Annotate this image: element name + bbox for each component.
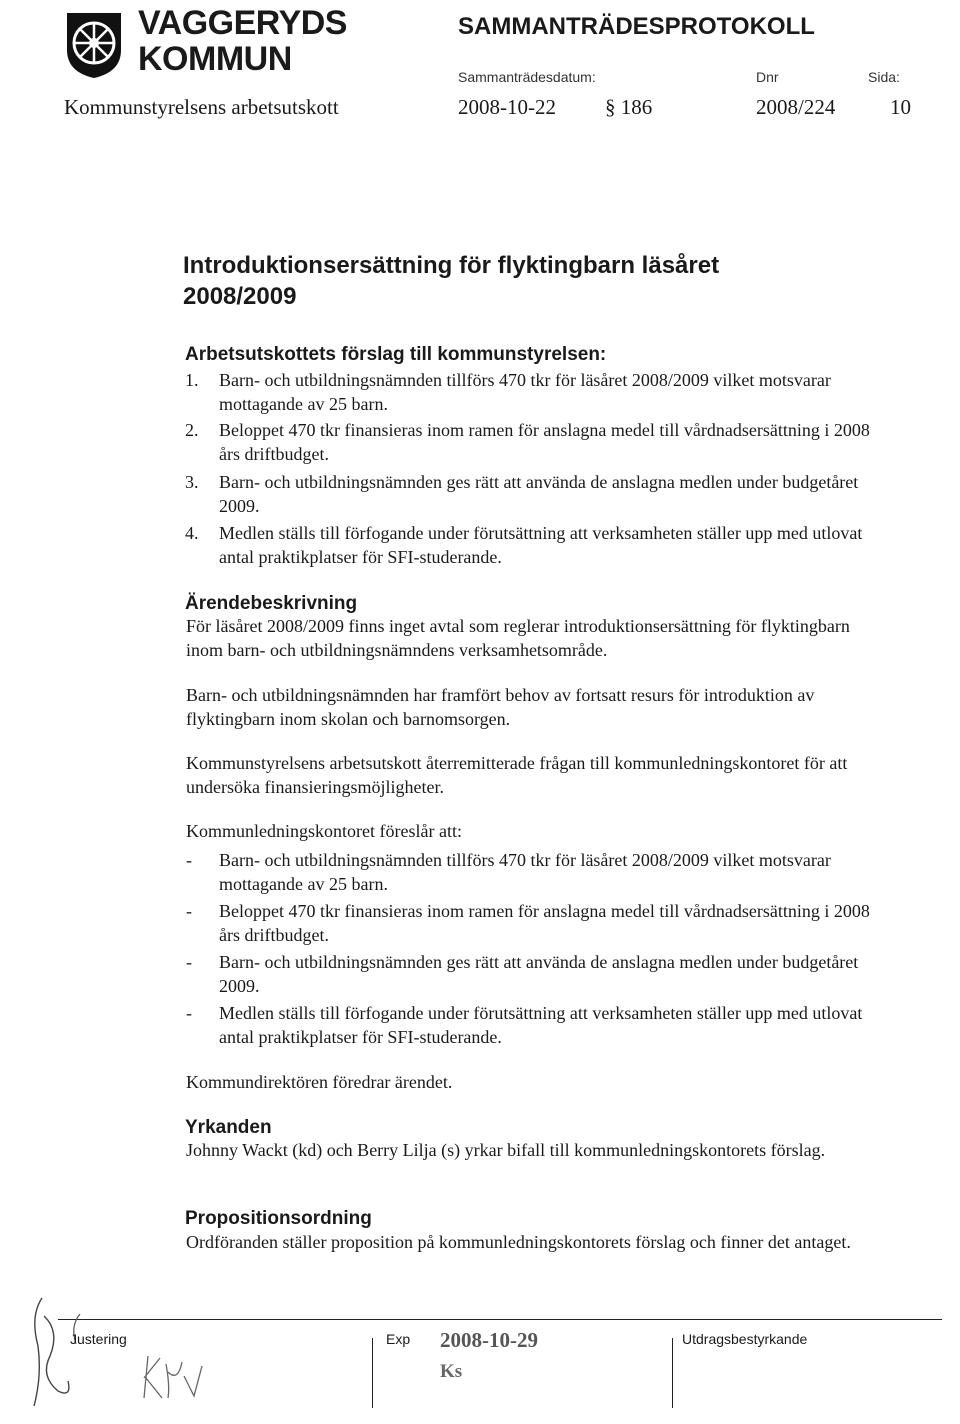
meeting-date: 2008-10-22 — [458, 95, 556, 119]
exp-date-stamp: 2008-10-29 — [440, 1328, 538, 1352]
list-item-number: 2. — [185, 420, 199, 440]
proposition-text: Ordföranden ställer proposition på kommunledningskontorets förslag och finner det antaget. — [186, 1232, 851, 1252]
document-type-title: SAMMANTRÄDESPROTOKOLL — [458, 13, 815, 40]
case-paragraph-2: Barn- och utbildningsnämnden har framfört behov av fortsatt resurs för introduktion av flyktingbarn inom skolan och barnomsorgen. — [186, 685, 815, 729]
list-item-number: 4. — [185, 523, 199, 543]
footer-column-divider — [372, 1338, 373, 1408]
case-paragraph-1: För läsåret 2008/2009 finns inget avtal som reglerar introduktionsersättning för flyktingbarn inom barn- och utbildningsnämndens verksamhetsområde. — [186, 616, 850, 660]
dash-mark: - — [186, 850, 192, 870]
signature-initials-icon — [20, 1286, 220, 1416]
motions-text: Johnny Wackt (kd) och Berry Lilja (s) yrkar bifall till kommunledningskontorets förslag. — [186, 1140, 826, 1160]
dash-item-text: Beloppet 470 tkr finansieras inom ramen för anslagna medel till vårdnadsersättning i 2008 års driftbudget. — [219, 901, 870, 945]
dash-mark: - — [186, 952, 192, 972]
list-item-text: Barn- och utbildningsnämnden tillförs 470 tkr för läsåret 2008/2009 vilket motsvarar mottagande av 25 barn. — [219, 370, 831, 414]
paragraph-number: § 186 — [605, 95, 653, 119]
dash-item-text: Barn- och utbildningsnämnden tillförs 470 tkr för läsåret 2008/2009 vilket motsvarar mottagande av 25 barn. — [219, 850, 831, 894]
utdragsbestyrkande-label: Utdragsbestyrkande — [682, 1331, 808, 1347]
footer-column-divider — [672, 1338, 673, 1408]
page-number: 10 — [890, 95, 911, 119]
case-description-heading: Ärendebeskrivning — [185, 593, 358, 614]
list-item — [185, 369, 885, 416]
list-item-text: Medlen ställs till förfogande under förutsättning att verksamheten ställer upp med utlovat antal praktikplatser för SFI-studerande. — [219, 523, 863, 567]
page-title: Introduktionsersättning för flyktingbarn läsåret 2008/2009 — [183, 252, 720, 310]
list-item — [185, 471, 885, 518]
list-item-text: Barn- och utbildningsnämnden ges rätt att använda de anslagna medlen under budgetåret 2009. — [219, 472, 859, 516]
organization-name-line2: KOMMUN — [138, 40, 292, 78]
case-paragraph-3: Kommunstyrelsens arbetsutskott återremitterade frågan till kommunledningskontoret för att undersöka finansieringsmöjligheter. — [186, 753, 848, 797]
organization-name-line1: VAGGERYDS — [138, 4, 347, 42]
dnr-label: Dnr — [756, 69, 779, 85]
motions-heading: Yrkanden — [185, 1117, 272, 1138]
case-paragraph-4: Kommunledningskontoret föreslår att: — [186, 821, 462, 841]
municipality-logo-icon — [64, 10, 124, 80]
list-item-text: Beloppet 470 tkr finansieras inom ramen för anslagna medel till vårdnadsersättning i 2008 års driftbudget. — [219, 420, 870, 464]
list-item — [185, 522, 885, 569]
dash-list-item — [186, 849, 886, 896]
list-item-number: 3. — [185, 472, 199, 492]
list-item-number: 1. — [185, 370, 199, 390]
meeting-date-label: Sammanträdesdatum: — [458, 69, 596, 85]
exp-initials-stamp: Ks — [440, 1361, 463, 1382]
case-paragraph-5: Kommundirektören föredrar ärendet. — [186, 1072, 453, 1092]
dash-item-text: Barn- och utbildningsnämnden ges rätt att använda de anslagna medlen under budgetåret 2009. — [219, 952, 859, 996]
dash-list-item — [186, 1002, 886, 1049]
dash-list-item — [186, 900, 886, 947]
dash-mark: - — [186, 1003, 192, 1023]
justering-label: Justering — [70, 1331, 127, 1347]
proposition-heading: Propositionsordning — [185, 1208, 372, 1229]
dash-mark: - — [186, 901, 192, 921]
committee-name: Kommunstyrelsens arbetsutskott — [64, 95, 339, 119]
dash-item-text: Medlen ställs till förfogande under förutsättning att verksamheten ställer upp med utlovat antal praktikplatser för SFI-studerande. — [219, 1003, 863, 1047]
proposal-heading: Arbetsutskottets förslag till kommunstyrelsen: — [185, 344, 607, 365]
list-item — [185, 419, 885, 466]
dash-list-item — [186, 951, 886, 998]
dnr-value: 2008/224 — [756, 95, 836, 119]
exp-label: Exp — [386, 1331, 411, 1347]
page-label: Sida: — [868, 69, 900, 85]
